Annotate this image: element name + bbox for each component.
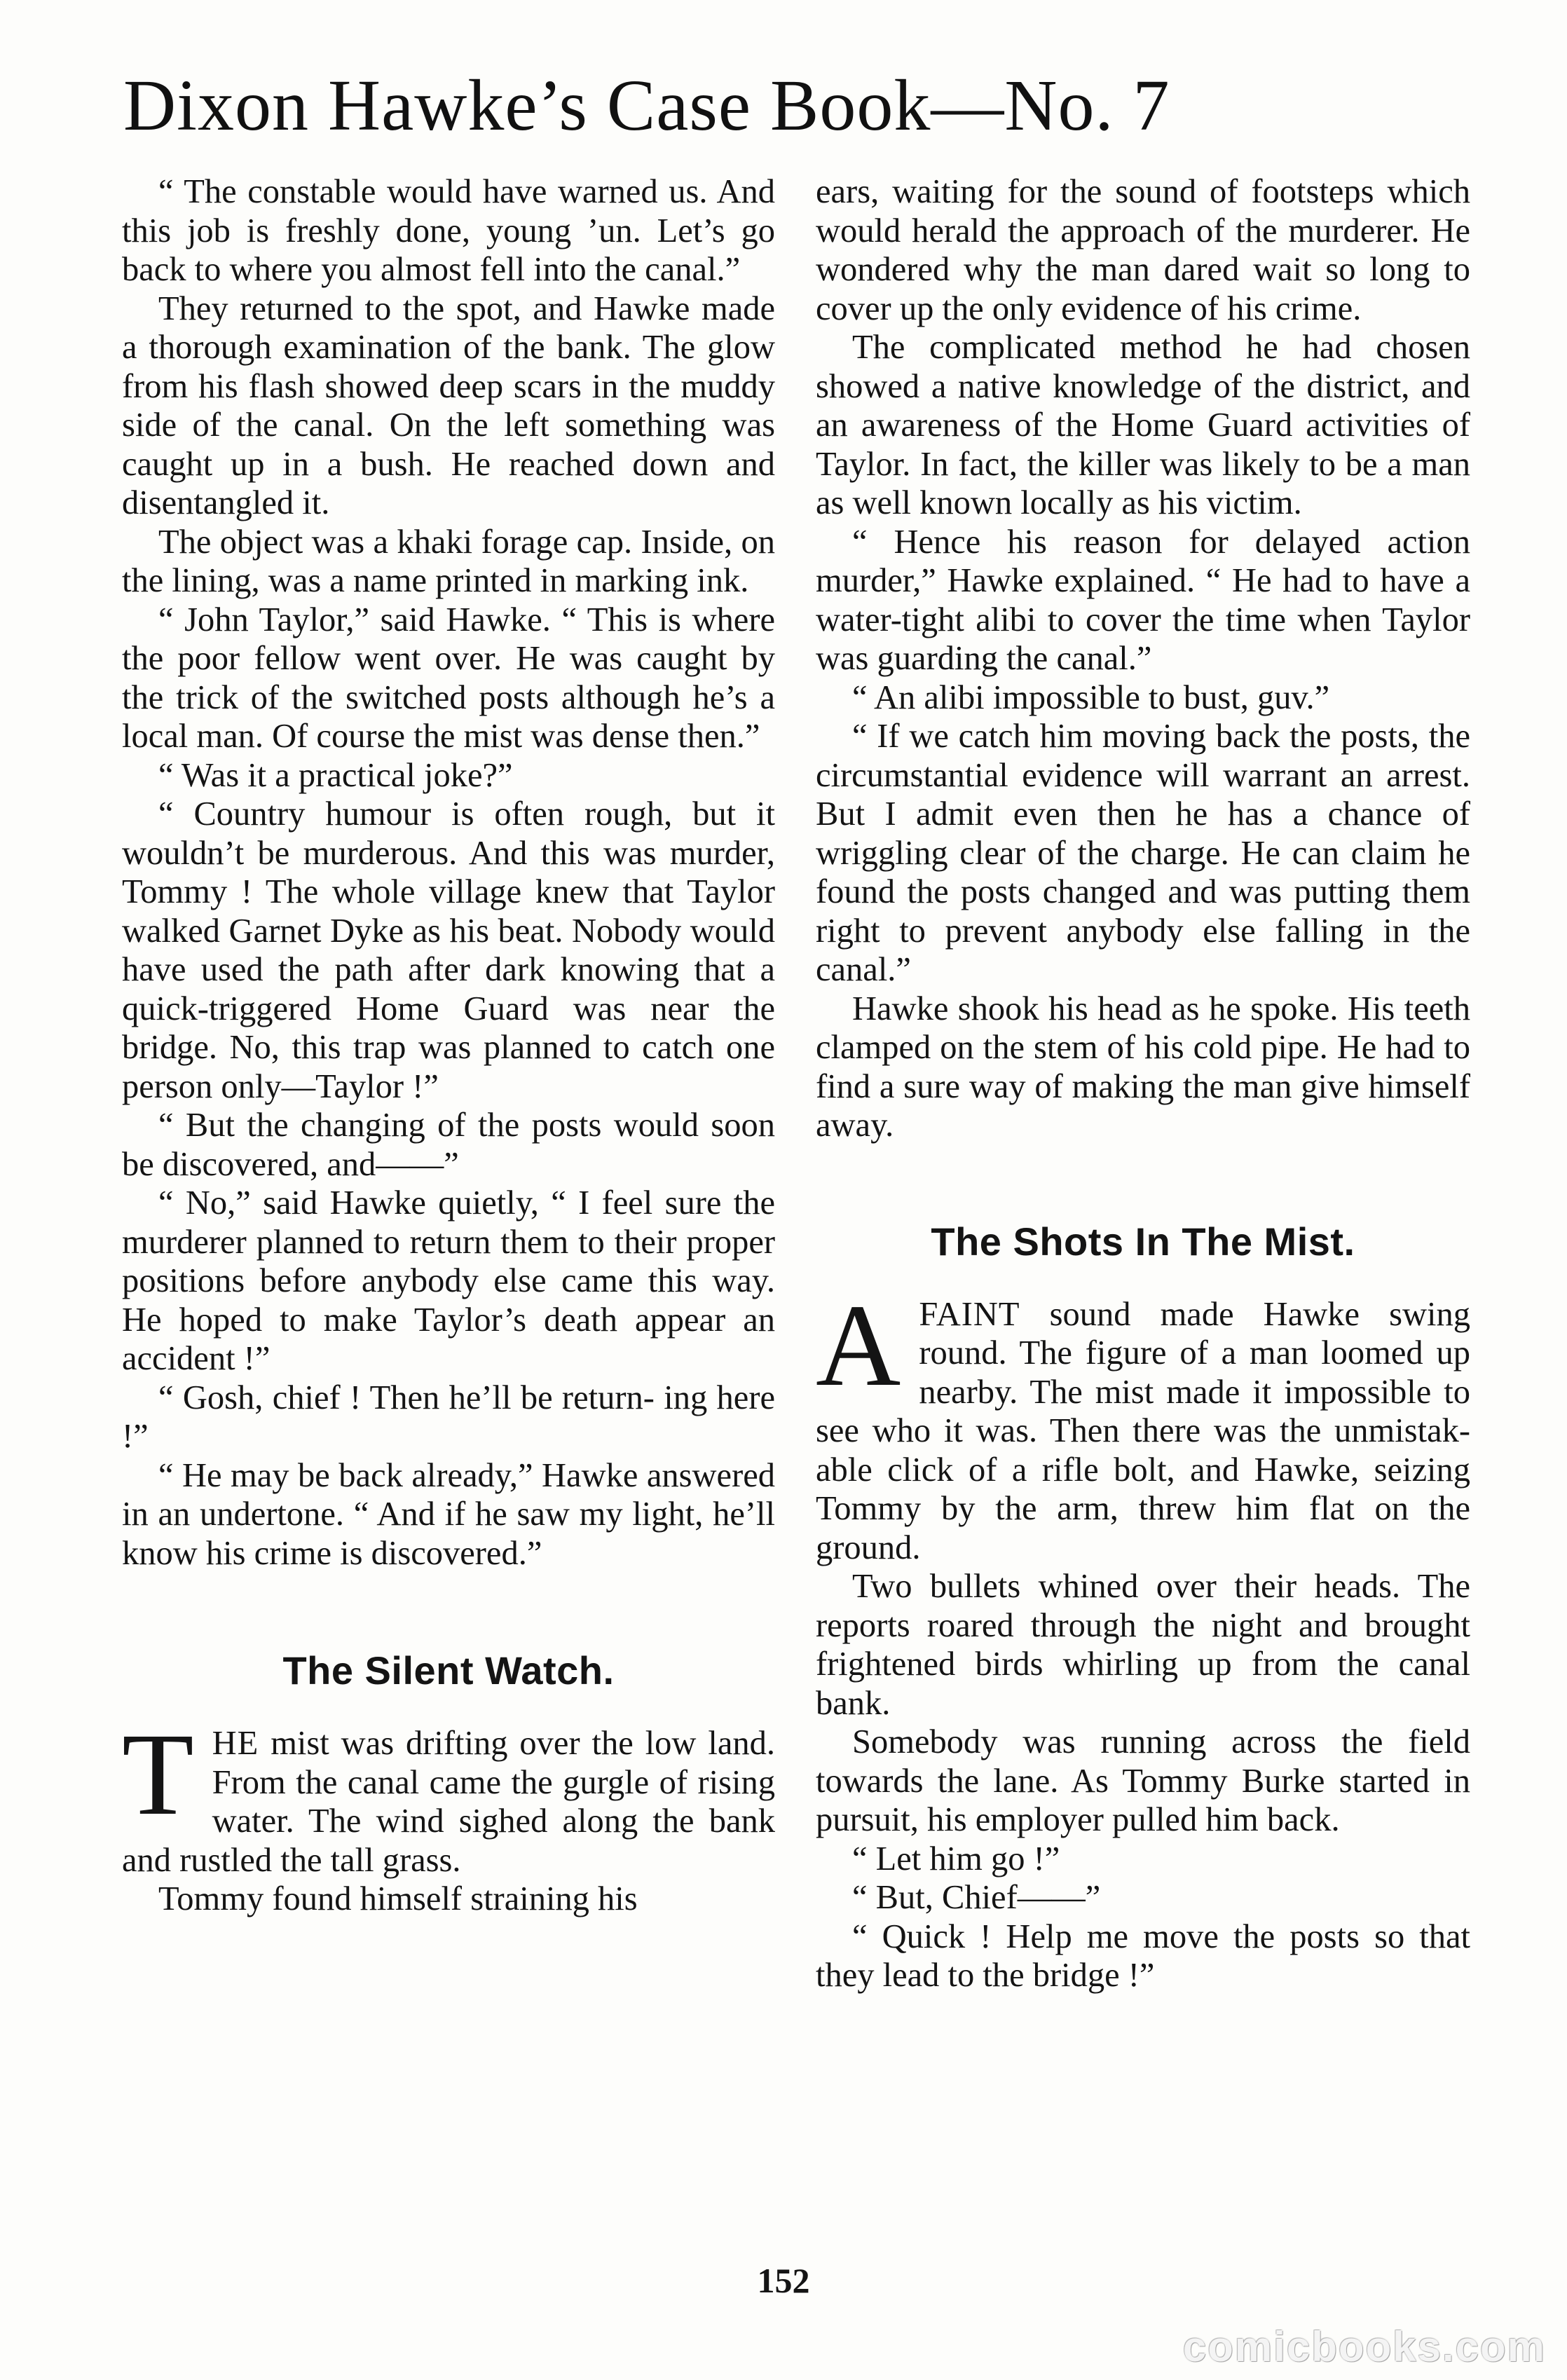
paragraph: ears, waiting for the sound of footsteps which would herald the approach of the murderer. He wondered why the man dared wait so long to cover up the only evidence of his crime.	[816, 173, 1470, 327]
paragraph: “ No,” said Hawke quietly, “ I feel sure the murderer planned to return them to their proper positions before anybody else came this way. He hoped to make Taylor’s death appear an accident !”	[122, 1184, 775, 1377]
paragraph: The complicated method he had chosen showed a native knowledge of the district, and an awareness of the Home Guard activities of Taylor. In fact, the killer was likely to be a man as well known locally as his victim.	[816, 329, 1470, 521]
section-heading-shots-in-mist: The Shots In The Mist.	[931, 1219, 1355, 1264]
paragraph: “ The constable would have warned us. And this job is freshly done, young ’un. Let’s go back to where you almost fell into the canal.”	[122, 173, 775, 288]
paragraph-text: sound made Hawke swing round. The figure of a man loomed up nearby. The mist made it impossible to see who it was. Then there was the unmistak- able click of a rifle bolt, and Hawke, seizing Tommy by the arm, threw him flat on the ground.	[816, 1295, 1470, 1566]
paragraph: “ An alibi impossible to bust, guv.”	[852, 678, 1330, 716]
paragraph: “ Was it a practical joke?”	[158, 756, 513, 794]
paragraph: They returned to the spot, and Hawke made a thorough examination of the bank. The glow from his flash showed deep scars in the muddy side of the canal. On the left something was caught up in a bush. He reached down and disentangled it.	[122, 289, 775, 521]
paragraph: “ He may be back already,” Hawke answered in an undertone. “ And if he saw my light, he’ll know his crime is discovered.”	[122, 1456, 775, 1572]
paragraph: “ Quick ! Help me move the posts so that they lead to the bridge !”	[816, 1917, 1470, 1994]
paragraph: The object was a khaki forage cap. Inside, on the lining, was a name printed in marking ink.	[122, 523, 775, 599]
paragraph: Somebody was running across the field towards the lane. As Tommy Burke started in pursuit, his employer pulled him back.	[816, 1723, 1470, 1838]
paragraph-dropcap	[816, 1280, 1470, 1568]
drop-cap-lead-word: HE	[212, 1725, 259, 1762]
page-title: Dixon Hawke’s Case Book—No. 7	[123, 65, 1170, 146]
paragraph: Hawke shook his head as he spoke. His teeth clamped on the stem of his cold pipe. He had to find a sure way of making the man give himself away.	[816, 990, 1470, 1144]
paragraph: “ If we catch him moving back the posts, the circumstantial evidence will warrant an arrest. But I admit even then he has a chance of wriggling clear of the charge. He can claim he found the posts changed and was putting them right to prevent anybody else falling in the canal.”	[816, 718, 1470, 988]
paragraph: “ But the changing of the posts would soon be discovered, and——”	[122, 1107, 775, 1183]
paragraph: Two bullets whined over their heads. The reports roared through the night and brought frightened birds whirling up from the canal bank.	[816, 1568, 1470, 1722]
paragraph-text: mist was drifting over the low land. From the canal came the gurgle of rising water. The wind sighed along the bank and rustled the tall grass.	[122, 1725, 775, 1879]
section-spacer	[816, 1145, 1470, 1219]
section-spacer	[122, 1573, 775, 1648]
drop-cap-lead-word: FAINT	[919, 1295, 1020, 1333]
paragraph: “ Country humour is often rough, but it wouldn’t be murderous. And this was murder, Tommy ! The whole village knew that Taylor walked Garnet Dyke as his beat. Nobody would have used the path after dark knowing that a quick-triggered Home Guard was near the bridge. No, this trap was planned to catch one person only—Taylor !”	[122, 795, 775, 1105]
paragraph: “ Hence his reason for delayed action murder,” Hawke explained. “ He had to have a water-tight alibi to cover the time when Taylor was guarding the canal.”	[816, 523, 1470, 677]
section-spacer	[122, 1693, 775, 1724]
section-spacer	[816, 1264, 1470, 1295]
watermark-logo: comicbooks.com	[1182, 2323, 1546, 2370]
paragraph: “ John Taylor,” said Hawke. “ This is where the poor fellow went over. He was caught by the trick of the switched posts although he’s a local man. Of course the mist was dense then.”	[122, 601, 775, 755]
paragraph: “ Let him go !”	[852, 1840, 1060, 1878]
paragraph-dropcap	[122, 1709, 775, 1880]
section-heading-silent-watch: The Silent Watch.	[282, 1648, 615, 1692]
drop-cap-letter: T	[122, 1709, 194, 1840]
paragraph: “ But, Chief——”	[852, 1879, 1101, 1916]
paragraph: Tommy found himself straining his	[158, 1880, 638, 1917]
drop-cap-letter: A	[816, 1280, 901, 1411]
paragraph: “ Gosh, chief ! Then he’ll be return- ing here !”	[122, 1379, 775, 1455]
left-column	[122, 172, 775, 1919]
page-number: 152	[757, 2261, 810, 2300]
right-column	[816, 172, 1470, 1995]
